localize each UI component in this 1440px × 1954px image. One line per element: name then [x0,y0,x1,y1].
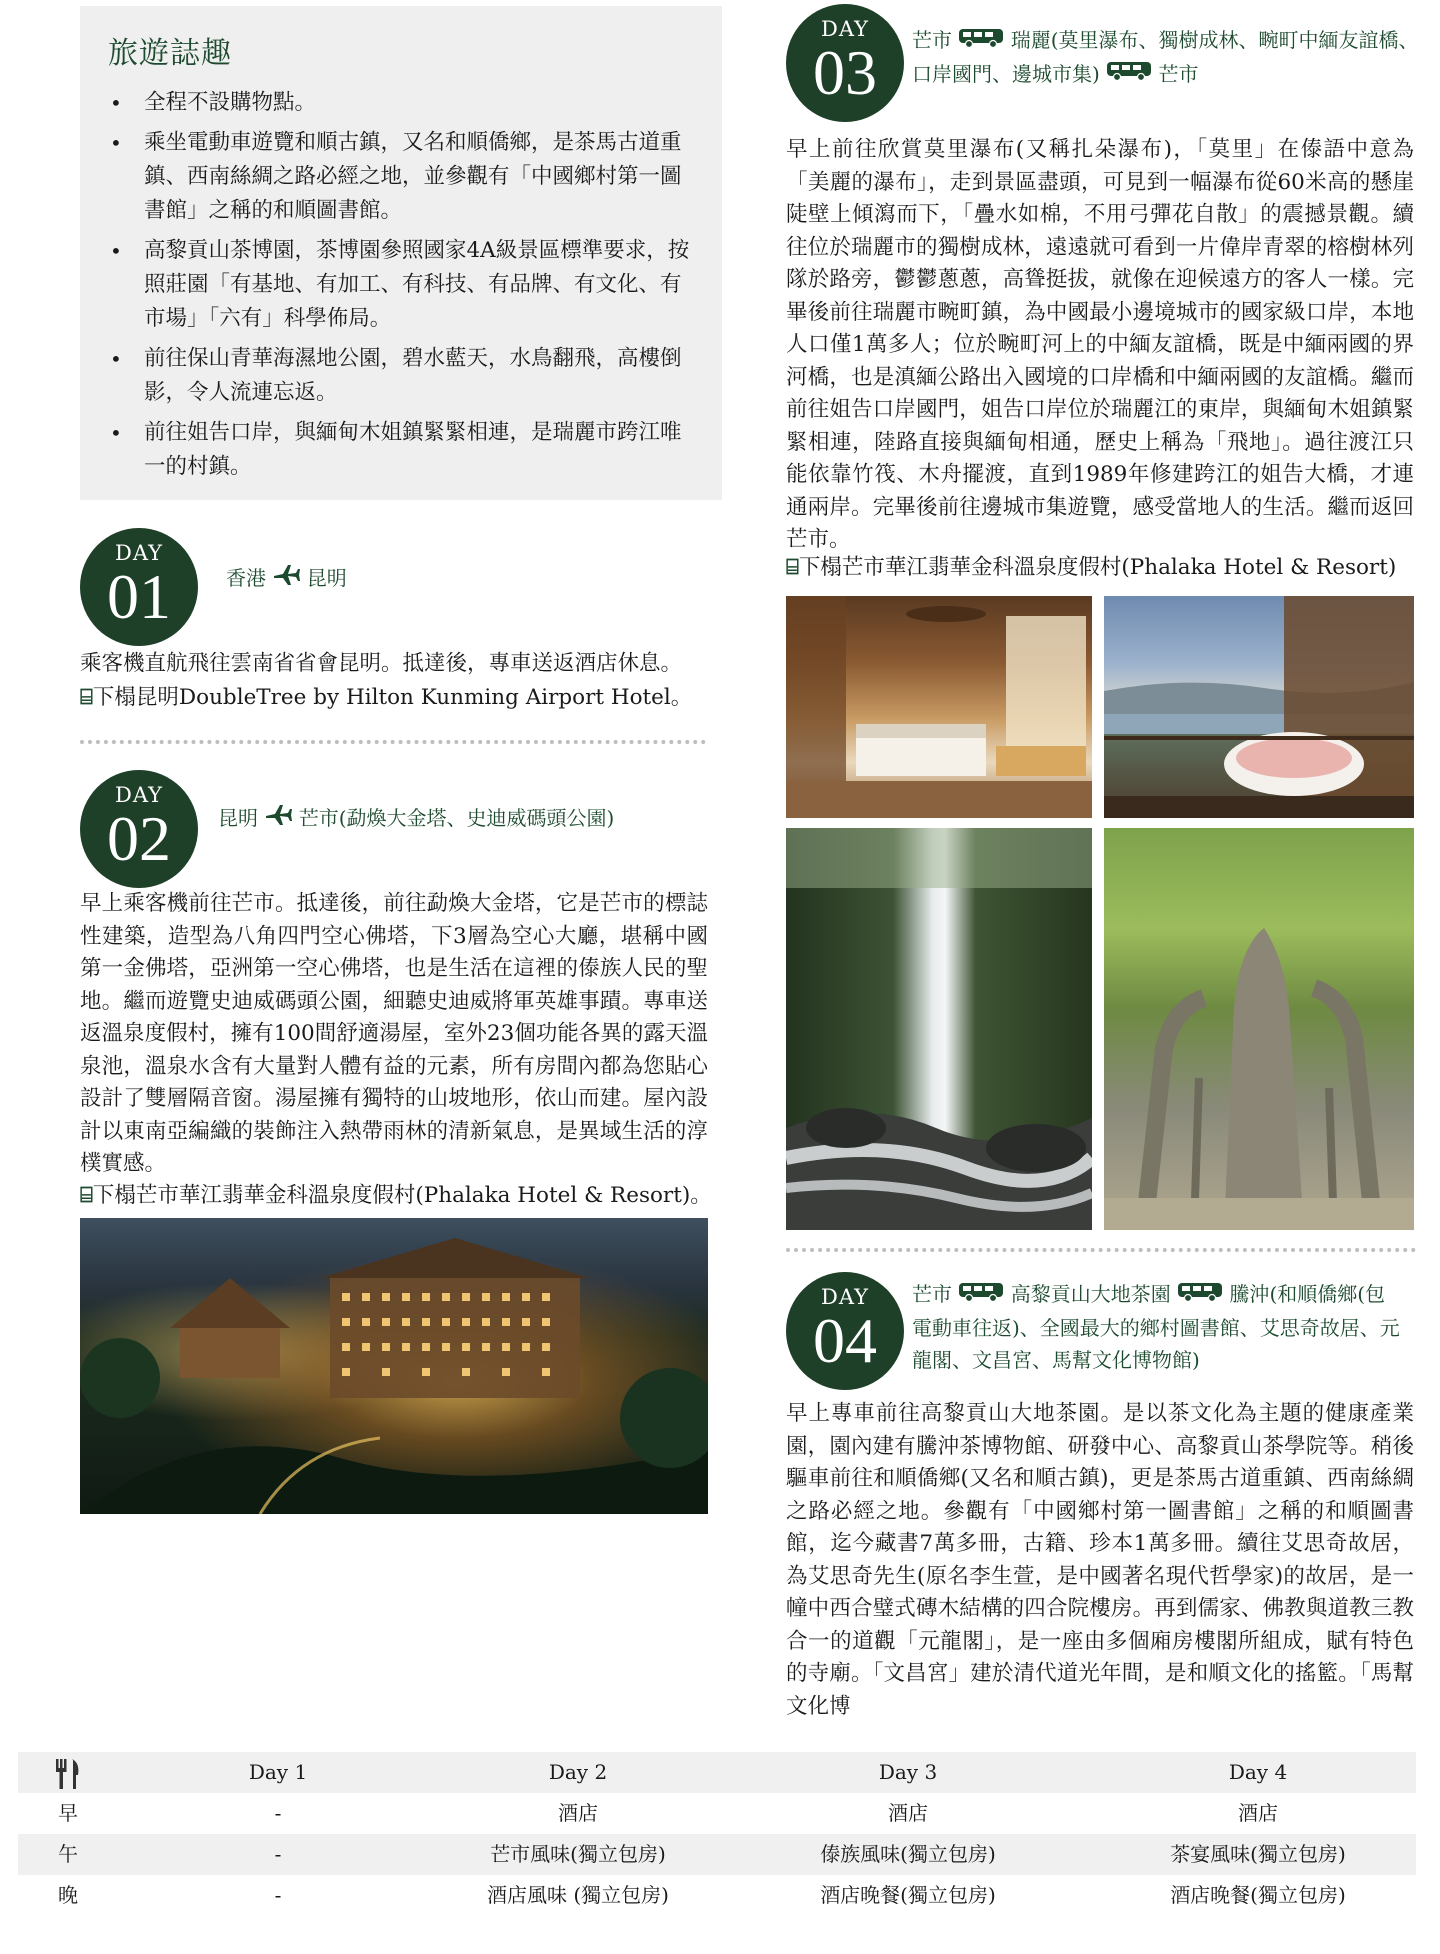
section-divider [786,1248,1416,1252]
hotel-text: 下榻芒市華江翡華金科溫泉度假村(Phalaka Hotel & Resort)。 [92,1183,712,1208]
day-label: DAY [820,17,869,41]
meal-cell: 酒店 [1238,1801,1278,1825]
day-badge-04 [786,1272,904,1390]
highlight-item: • 前往保山青華海濕地公園，碧水藍天，水鳥翻飛，高樓倒影，令人流連忘返。 [108,342,696,410]
day-badge-03 [786,4,904,122]
day-label: DAY [114,783,163,807]
highlight-item: • 高黎貢山茶博園，茶博園參照國家4A級景區標準要求，按照莊園「有基地、有加工、有科技、有品牌、有文化、有市場」「六有」科學佈局。 [108,234,696,336]
day-number: 01 [107,561,171,632]
route-from: 昆明 [218,806,258,830]
day-badge-02 [80,770,198,888]
highlights-panel [80,6,722,500]
route-extra: (勐煥大金塔、史迪威碼頭公園) [338,806,615,830]
meal-label: 午 [58,1842,78,1866]
bus-icon [958,1280,1004,1312]
meal-cell: 傣族風味(獨立包房) [820,1842,996,1866]
route-to: 芒市 [298,806,339,830]
day-04-description: 早上專車前往高黎貢山大地茶園。是以茶文化為主題的健康產業園，園內建有騰沖茶博物館、研發中心、高黎貢山茶學院等。稍後驅車前往和順僑鄉(又名和順古鎮)，更是茶馬古道重鎮、西南絲綢之路必經之地。參觀有「中國鄉村第一圖書館」之稱的和順圖書館，迄今藏書7萬多冊，古籍、珍本1萬多冊。續往艾思奇故居，為艾思奇先生(原名李生萱，是中國著名現代哲學家)的故居，是一幢中西合璧式磚木結構的四合院樓房。再到儒家、佛教與道教三教合一的道觀「元龍閣」，是一座由多個廂房樓閣所組成，賦有特色的寺廟。「文昌宮」建於清代道光年間，是和順文化的搖籃。「馬幫文化博 [786,1401,1414,1719]
route-to: 瑞麗 [1010,28,1051,52]
airplane-icon [272,563,300,596]
day-badge-01 [80,528,198,646]
meals-header-day4: Day 4 [1228,1760,1288,1784]
section-divider [80,740,706,744]
day-01-hotel [80,682,728,714]
hotel-text: 下榻芒市華江翡華金科溫泉度假村(Phalaka Hotel & Resort) [798,555,1397,580]
day-02-description: 早上乘客機前往芒市。抵達後，前往勐煥大金塔，它是芒市的標誌性建築，造型為八角四門空心佛塔，下3層為空心大廳，堪稱中國第一金佛塔，亞洲第一空心佛塔，也是生活在這裡的傣族人民的聖地。繼而遊覽史迪威碼頭公園，細聽史迪威將軍英雄事蹟。專車送返溫泉度假村，擁有100間舒適湯屋，室外23個功能各異的露天溫泉池，溫泉水含有大量對人體有益的元素，所有房間內都為您貼心設計了雙層隔音窗。湯屋擁有獨特的山坡地形，依山而建。屋內設計以東南亞編織的裝飾注入熱帶雨林的清新氣息，是異域生活的淳樸實感。 [80,891,708,1176]
meal-cell: - [274,1883,282,1907]
bus-icon [1106,59,1152,91]
day-03-description: 早上前往欣賞莫里瀑布(又稱扎朵瀑布)，「莫里」在傣語中意為「美麗的瀑布」，走到景區盡頭，可見到一幅瀑布從60米高的懸崖陡壁上傾瀉而下，「疊水如棉，不用弓彈花自散」的震撼景觀。續往位於瑞麗市的獨樹成林，遠遠就可看到一片偉岸青翠的榕樹林列隊於路旁，鬱鬱蔥蔥，高聳挺拔，就像在迎候遠方的客人一樣。完畢後前往瑞麗市畹町鎮，為中國最小邊境城市的國家級口岸，本地人口僅1萬多人；位於畹町河上的中緬友誼橋，既是中緬兩國的界河橋，也是滇緬公路出入國境的口岸橋和中緬兩國的友誼橋。繼而前往姐告口岸國門，姐告口岸位於瑞麗江的東岸，與緬甸木姐鎮緊緊相連，陸路直接與緬甸相通，歷史上稱為「飛地」。過往渡江只能依靠竹筏、木舟擺渡，直到1989年修建跨江的姐告大橋，才連通兩岸。完畢後前往邊城市集遊覽，感受當地人的生活。繼而返回芒市。 [786,137,1414,552]
day-label: DAY [820,1285,869,1309]
route-extra: (莫里瀑布、獨樹成林、畹町中緬友誼橋、口岸國門、邊城市集) [912,28,1419,86]
day-number: 03 [813,37,877,108]
meal-cell: 酒店 [558,1801,598,1825]
meal-cell: 酒店風味 (獨立包房) [487,1883,669,1907]
meal-cell: - [274,1801,282,1825]
meals-header-day2: Day 2 [548,1760,608,1784]
bed-icon: ⌸ [80,1183,93,1208]
banyan-forest-photo [1104,828,1414,1230]
fork-knife-icon [48,1752,88,1793]
route-to: 昆明 [306,566,347,590]
day-03-route [912,24,1424,91]
route-extra: (和順僑鄉(包電動車往返)、全國最大的鄉村圖書館、艾思奇故居、元龍閣、文昌宮、馬幫文化博物館) [912,1282,1400,1372]
meals-table [18,1752,1416,1916]
meal-cell: 酒店晚餐(獨立包房) [820,1883,996,1907]
airplane-icon [264,803,292,836]
meals-row-lunch [18,1834,1416,1875]
route-from: 芒市 [912,28,952,52]
highlights-title: 旅遊誌趣 [108,36,232,71]
meal-cell: 芒市風味(獨立包房) [490,1842,666,1866]
meals-header-day1: Day 1 [248,1760,308,1784]
day-01-route [226,562,347,596]
day-01-description: 乘客機直航飛往雲南省省會昆明。抵達後，專車送返酒店休息。 [80,651,683,676]
day-02-route [218,802,738,836]
meals-row-breakfast [18,1793,1416,1834]
day-04-route [912,1278,1402,1376]
highlight-item: • 前往姐告口岸，與緬甸木姐鎮緊緊相連，是瑞麗市跨江唯一的村鎮。 [108,416,696,484]
day-label: DAY [114,541,163,565]
meals-header-row [18,1752,1416,1793]
highlights-list [108,86,696,484]
meal-label: 晚 [58,1883,78,1907]
highlight-item: • 全程不設購物點。 [108,86,696,120]
route-to: 騰沖 [1229,1282,1270,1306]
day-number: 02 [107,803,171,874]
meals-row-dinner [18,1875,1416,1916]
bus-icon [1177,1280,1223,1312]
day-02-hotel [80,1180,740,1212]
meals-header-day3: Day 3 [878,1760,938,1784]
route-from: 香港 [226,566,266,590]
meal-cell: 茶宴風味(獨立包房) [1170,1842,1346,1866]
resort-aerial-photo [80,1218,708,1514]
meal-cell: 酒店 [888,1801,928,1825]
highlight-item: • 乘坐電動車遊覽和順古鎮，又名和順僑鄉，是茶馬古道重鎮、西南絲綢之路必經之地，並參觀有「中國鄉村第一圖書館」之稱的和順圖書館。 [108,126,696,228]
bus-icon [958,26,1004,58]
route-from: 芒市 [912,1282,952,1306]
route-mid: 高黎貢山大地茶園 [1010,1282,1171,1306]
route-end: 芒市 [1158,61,1199,86]
day-number: 04 [813,1305,877,1376]
hot-spring-balcony-photo [1104,596,1414,818]
bed-icon: ⌸ [786,555,799,580]
resort-room-photo [786,596,1092,818]
day-03-hotel [786,552,1426,584]
meal-cell: 酒店晚餐(獨立包房) [1170,1883,1346,1907]
hotel-text: 下榻昆明DoubleTree by Hilton Kunming Airport Hotel。 [92,685,693,710]
meal-label: 早 [58,1801,78,1825]
moli-waterfall-photo [786,828,1092,1230]
meal-cell: - [274,1842,282,1866]
bed-icon: ⌸ [80,685,93,710]
